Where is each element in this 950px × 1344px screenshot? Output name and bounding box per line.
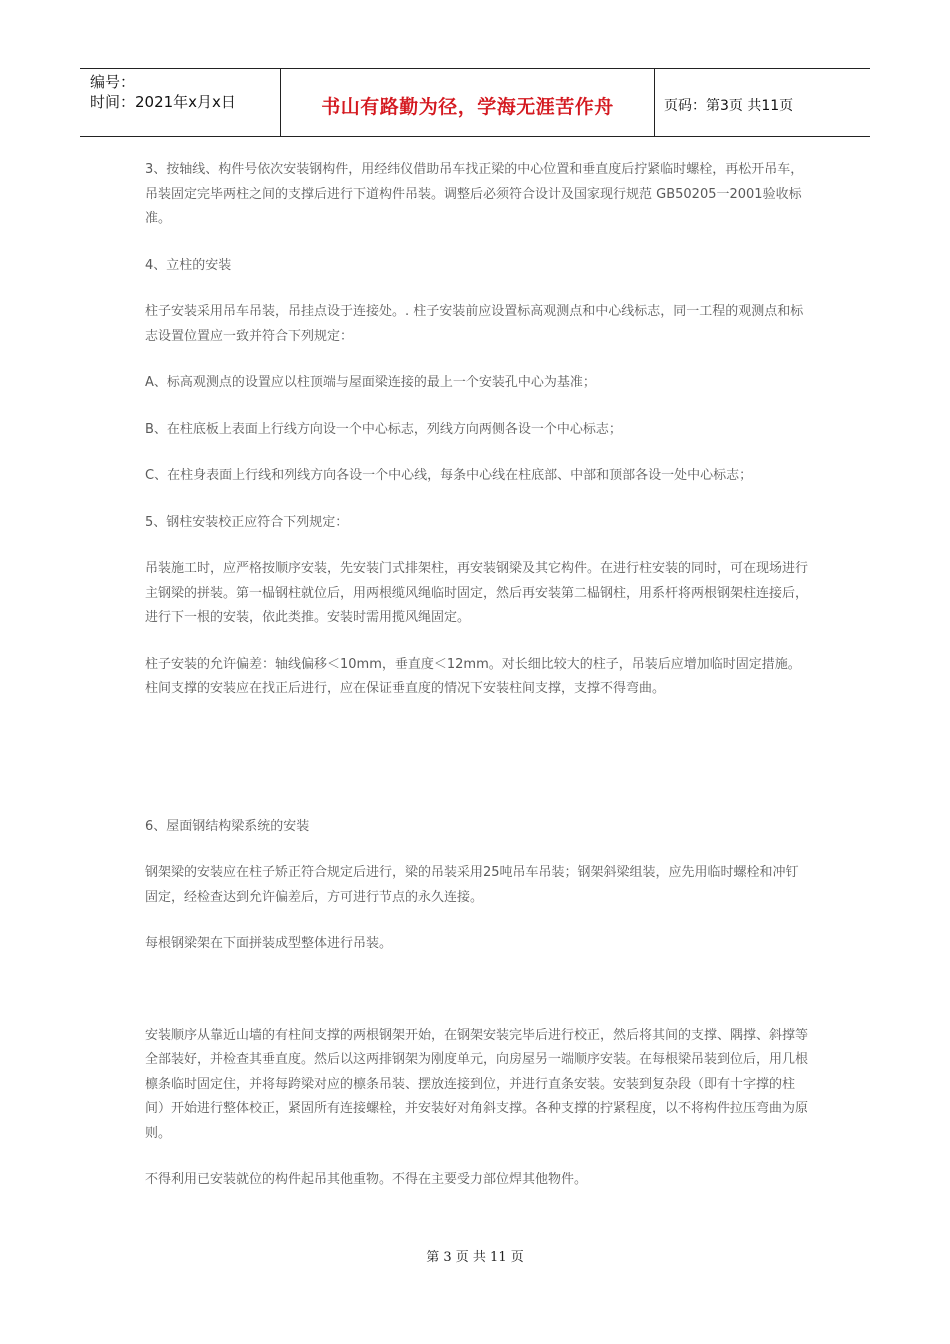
paragraph-install-sequence: 安装顺序从靠近山墙的有柱间支撑的两根钢架开始，在钢架安装完毕后进行校正，然后将其间的支撑、隅撑、斜撑等全部装好，并检查其垂直度。然后以这两排钢架为刚度单元，向房屋另一端顺序安装。在每根梁吊装到位后，用几根檩条临时固定住，并将每跨梁对应的檩条吊装、摆放连接到位，并进行直条安装。安装到复杂段（即有十字撑的柱间）开始进行整体校正，紧固所有连接螺栓，并安装好对角斜支撑。各种支撑的拧紧程度，以不将构件拉压弯曲为原则。 xyxy=(145,1027,809,1141)
header-page-cell xyxy=(655,69,870,136)
document-date: 时间：2021年x月x日 xyxy=(90,93,236,111)
document-body xyxy=(145,158,810,1193)
paragraph-beam-install: 钢架梁的安装应在柱子矫正符合规定后进行，梁的吊装采用25吨吊车吊装；钢架斜梁组装，应先用临时螺栓和冲钉固定，经检查达到允许偏差后，方可进行节点的永久连接。 xyxy=(145,865,799,905)
paragraph-rule-a: A、标高观测点的设置应以柱顶端与屋面梁连接的最上一个安装孔中心为基准； xyxy=(145,375,596,390)
paragraph-rule-c: C、在柱身表面上行线和列线方向各设一个中心线，每条中心线在柱底部、中部和顶部各设一处中心标志； xyxy=(145,468,753,483)
paragraph-beam-assembly: 每根钢梁架在下面拼装成型整体进行吊装。 xyxy=(145,936,393,951)
header-meta-cell xyxy=(80,69,281,136)
heading-roof-beam: 6、屋面钢结构梁系统的安装 xyxy=(145,818,310,834)
heading-column-install: 4、立柱的安装 xyxy=(145,257,232,273)
paragraph-column-install: 柱子安装采用吊车吊装，吊挂点设于连接处。. 柱子安装前应设置标高观测点和中心线标志，同一工程的观测点和标志设置位置应一致并符合下列规定： xyxy=(145,304,804,344)
paragraph-prohibitions: 不得利用已安装就位的构件起吊其他重物。不得在主要受力部位焊其他物件。 xyxy=(145,1172,588,1187)
header-motto: 书山有路勤为径，学海无涯苦作舟 xyxy=(321,96,614,118)
heading-column-correction: 5、钢柱安装校正应符合下列规定： xyxy=(145,514,349,530)
paragraph-step-3: 3、按轴线、构件号依次安装钢构件，用经纬仪借助吊车找正梁的中心位置和垂直度后拧紧临时螺栓，再松开吊车，吊装固定完毕两柱之间的支撑后进行下道构件吊装。调整后必须符合设计及国家现行规范 GB50205一2001验收标准。 xyxy=(145,162,804,226)
page-footer: 第 3 页 共 11 页 xyxy=(426,1250,524,1265)
document-number-label: 编号： xyxy=(90,73,136,91)
paragraph-rule-b: B、在柱底板上表面上行线方向设一个中心标志，列线方向两侧各设一个中心标志； xyxy=(145,421,622,437)
header-motto-cell xyxy=(281,69,655,136)
page-header xyxy=(80,68,870,137)
header-page-number: 页码：第3页 共11页 xyxy=(664,98,794,114)
paragraph-hoisting: 吊装施工时，应严格按顺序安装，先安装门式排架柱，再安装钢梁及其它构件。在进行柱安装的同时，可在现场进行主钢梁的拼装。第一榀钢柱就位后，用两根缆风绳临时固定，然后再安装第二榀钢柱，用系杆将两根钢架柱连接后，进行下一根的安装，依此类推。安装时需用揽风绳固定。 xyxy=(145,561,809,625)
paragraph-tolerance: 柱子安装的允许偏差：轴线偏移＜10mm，垂直度＜12mm。对长细比较大的柱子，吊装后应增加临时固定措施。柱间支撑的安装应在找正后进行，应在保证垂直度的情况下安装柱间支撑，支撑不得弯曲。 xyxy=(145,656,801,696)
